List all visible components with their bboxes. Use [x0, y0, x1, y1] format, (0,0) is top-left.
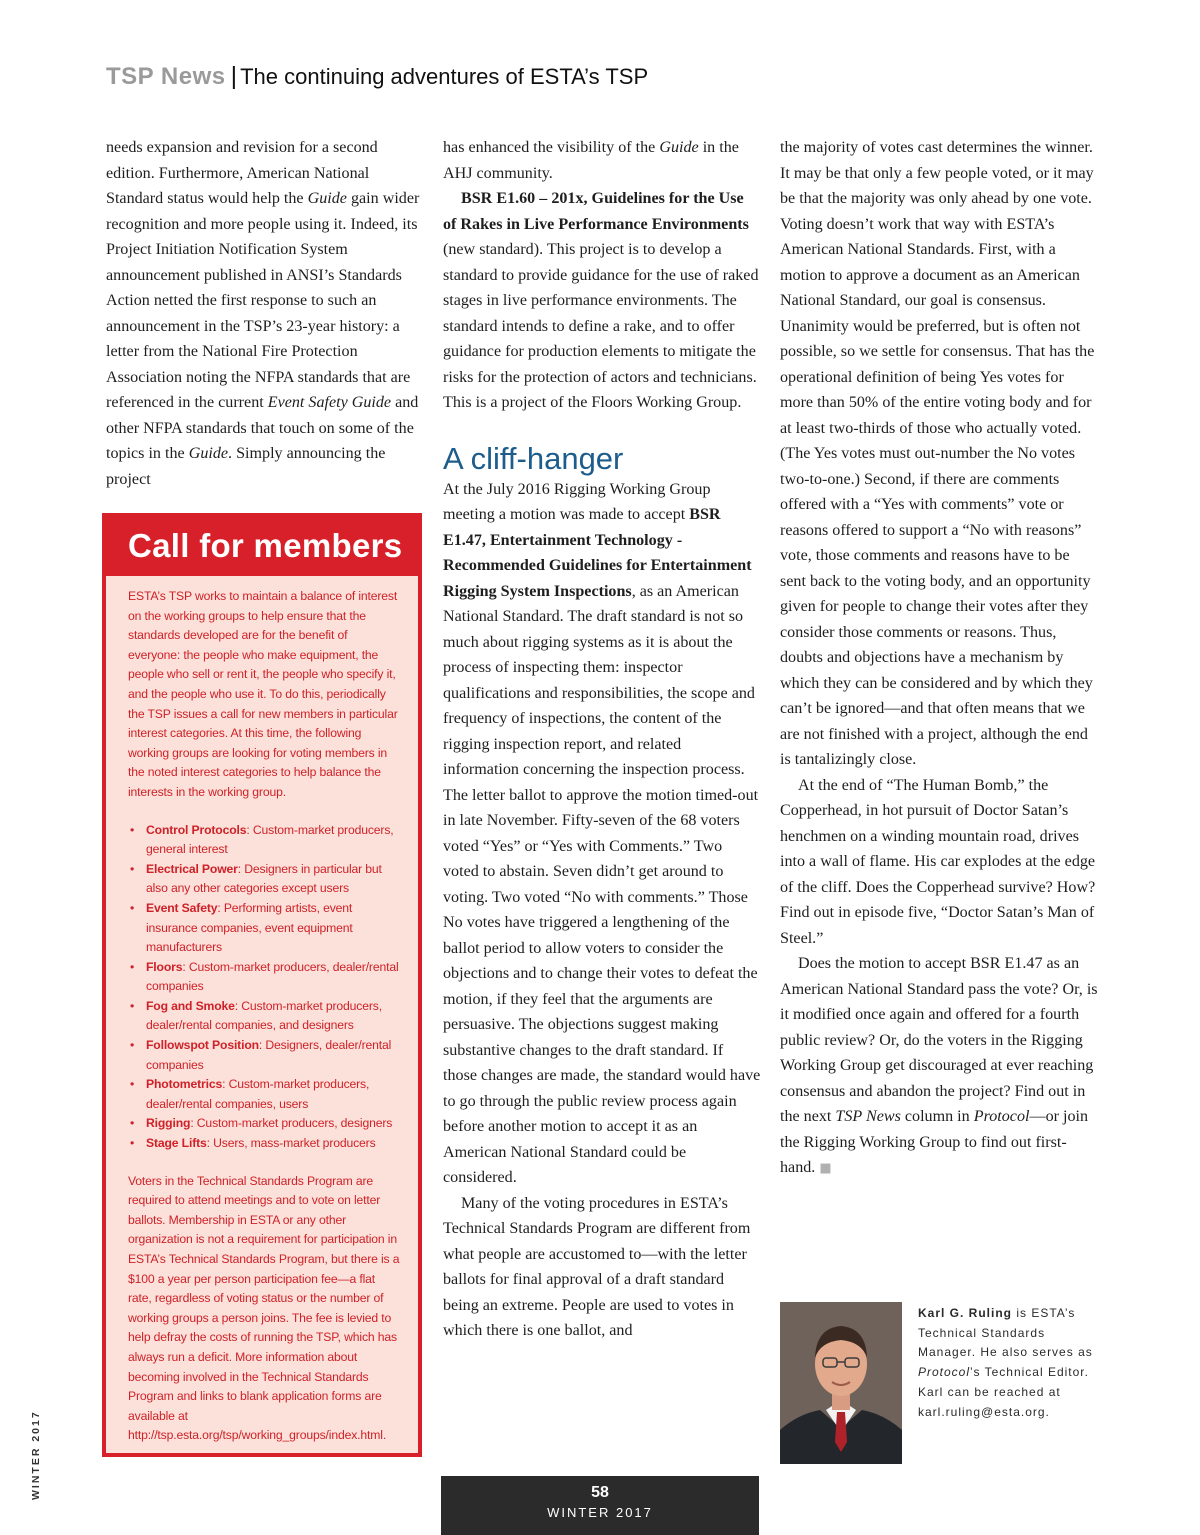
list-item: • Event Safety: Performing artists, event insurance companies, event equipment manufacturers: [130, 900, 353, 955]
list-item: • Floors: Custom-market producers, dealer/rental companies: [130, 959, 399, 994]
col1-paragraph: needs expansion and revision for a second edition. Furthermore, American National Standard status would help the Guide gain wider recognition and more people using it. Indeed, its Project Initiation Notification System announcement published in ANSI’s Standards Action netted the first response to such an announcement in the TSP’s 23-year history: a letter from the National Fire Protection Association noting the NFPA standards that are referenced in the current Event Safety Guide and other NFPA standards that touch on some of the topics in the Guide. Simply announcing the project: [106, 139, 420, 488]
column-2: [443, 135, 761, 1344]
col3-paragraph-2: At the end of “The Human Bomb,” the Copperhead, in hot pursuit of Doctor Satan’s henchmen on a winding mountain road, drives into a wall of flame. His car explodes at the edge of the cliff. Does the Copperhead survive? How? Find out in episode five, “Doctor Satan’s Man of Steel.”: [780, 776, 1096, 947]
portrait-illustration: [780, 1302, 902, 1464]
list-item: • Electrical Power: Designers in particular but also any other categories except users: [130, 861, 382, 896]
list-item: • Stage Lifts: Users, mass-market producers: [130, 1136, 376, 1151]
end-mark: ■: [819, 1161, 832, 1176]
list-item: • Photometrics: Custom-market producers, dealer/rental companies, users: [130, 1077, 370, 1111]
header-separator: |: [230, 62, 238, 90]
call-for-members-box: [102, 513, 422, 1457]
col2-paragraph-1: has enhanced the visibility of the Guide in the AHJ community.: [443, 139, 739, 182]
column-1: [106, 135, 424, 492]
header-tagline: The continuing adventures of ESTA’s TSP: [240, 64, 649, 89]
list-item: • Fog and Smoke: Custom-market producers, dealer/rental companies, and designers: [130, 998, 382, 1033]
col2-paragraph-2: BSR E1.60 – 201x, Guidelines for the Use of Rakes in Live Performance Environments (new standard). This project is to develop a standard to provide guidance for the use of raked stages in live performance environments. The standard intends to define a rake, and to offer guidance for production elements to mitigate the risks for the protection of actors and technicians. This is a project of the Floors Working Group.: [443, 190, 759, 411]
working-group-list: [128, 821, 400, 1154]
list-item: • Control Protocols: Custom-market producers, general interest: [130, 822, 394, 857]
call-outro: Voters in the Technical Standards Program are required to attend meetings and to vote on letter ballots. Membership in ESTA or any other organization is not a requirement for participation in ESTA’s Technical Standards Program, but there is a $100 a year per person participation fee—a flat rate, regardless of voting status or the number of working groups a person joins. The fee is levied to help defray the costs of running the TSP, which has always run a deficit. More information about becoming involved in the Technical Standards Program and links to blank application forms are available at http://tsp.esta.org/tsp/working_groups/index.html.: [128, 1173, 400, 1443]
list-item: • Rigging: Custom-market producers, designers: [130, 1116, 393, 1131]
footer-issue: WINTER 2017: [547, 1505, 653, 1520]
col2-paragraph-4: Many of the voting procedures in ESTA’s Technical Standards Program are different from what people are accustomed to—with the letter ballots for final approval of a draft standard being an extreme. People are used to votes in which there is one ballot, and: [443, 1194, 751, 1339]
page-footer: [441, 1476, 759, 1535]
running-header: [106, 62, 648, 91]
column-3: [780, 135, 1098, 1182]
list-item: • Followspot Position: Designers, dealer/rental companies: [130, 1038, 392, 1072]
section-heading: A cliff-hanger: [443, 440, 624, 476]
call-intro: ESTA’s TSP works to maintain a balance of interest on the working groups to help ensure that the standards developed are for the benefit of everyone: the people who make equipment, the people who sell or rent it, the people who specify it, and the people who use it. To do this, periodically the TSP issues a call for new members in particular interest categories. At this time, the following working groups are looking for voting members in the noted interest categories to help balance the interests in the working group.: [128, 589, 398, 799]
author-photo: [780, 1302, 902, 1464]
col2-paragraph-3: At the July 2016 Rigging Working Group meeting a motion was made to accept BSR E1.47, Entertainment Technology - Recommended Guidelines for Entertainment Rigging System Inspections, as an American National Standard. The draft standard is not so much about rigging systems as it is about the process of inspecting them: inspector qualifications and responsibilities, the scope and frequency of inspections, the content of the rigging inspection report, and related information concerning the inspection process. The letter ballot to approve the motion timed-out in late November. Fifty-seven of the 68 voters voted “Yes” or “Yes with Comments.” Two voted to abstain. Seven didn’t get around to voting. Two voted “No with comments.” Those No votes have triggered a lengthening of the ballot period to allow voters to consider the objections and to change their votes to defeat the motion, if they feel that the arguments are persuasive. The objections suggest making substantive changes to the draft standard. If those changes are made, the standard would have to go through the public review process again before another motion to accept it as an American National Standard could be considered.: [443, 480, 761, 1186]
call-for-members-title: Call for members: [106, 517, 418, 576]
col3-paragraph-1: the majority of votes cast determines the winner. It may be that only a few people voted, or it may be that the majority was only ahead by one vote. Voting doesn’t work that way with ESTA’s American National Standards. First, with a motion to approve a document as an American National Standard, our goal is consensus. Unanimity would be preferred, but is often not possible, so we settle for consensus. That has the operational definition of being Yes votes for more than 50% of the entire voting body and for at least two-thirds of those who actually voted. (The Yes votes must out-number the No votes two-to-one.) Second, if there are comments offered with a “Yes with comments” vote or reasons offered to support a “No with reasons” vote, those comments and reasons have to be sent back to the voting body, and an opportunity given for people to change their votes after they consider those comments or reasons. Thus, doubts and objections have a mechanism by which they can be considered and by which they can’t be ignored—and that often means that we are not finished with a project, although the end is tantalizingly close.: [780, 139, 1095, 768]
author-name: Karl G. Ruling: [918, 1306, 1013, 1320]
col3-paragraph-3: Does the motion to accept BSR E1.47 as an American National Standard pass the vote? Or, is it modified once again and offered for a fourth public review? Or, do the voters in the Rigging Working Group get discouraged at ever reaching consensus and abandon the project? Find out in the next TSP News column in Protocol—or join the Rigging Working Group to find out first-hand. ■: [780, 955, 1098, 1176]
author-bio: Karl G. Ruling is ESTA’s Technical Standards Manager. He also serves as Protocol’s Technical Editor. Karl can be reached at karl.ruling@esta.org.: [918, 1306, 1093, 1419]
vertical-issue-label: WINTER 2017: [30, 1410, 42, 1500]
page-number: 58: [591, 1484, 609, 1501]
section-brand: TSP News: [106, 63, 226, 90]
call-for-members-body: [106, 576, 418, 1446]
